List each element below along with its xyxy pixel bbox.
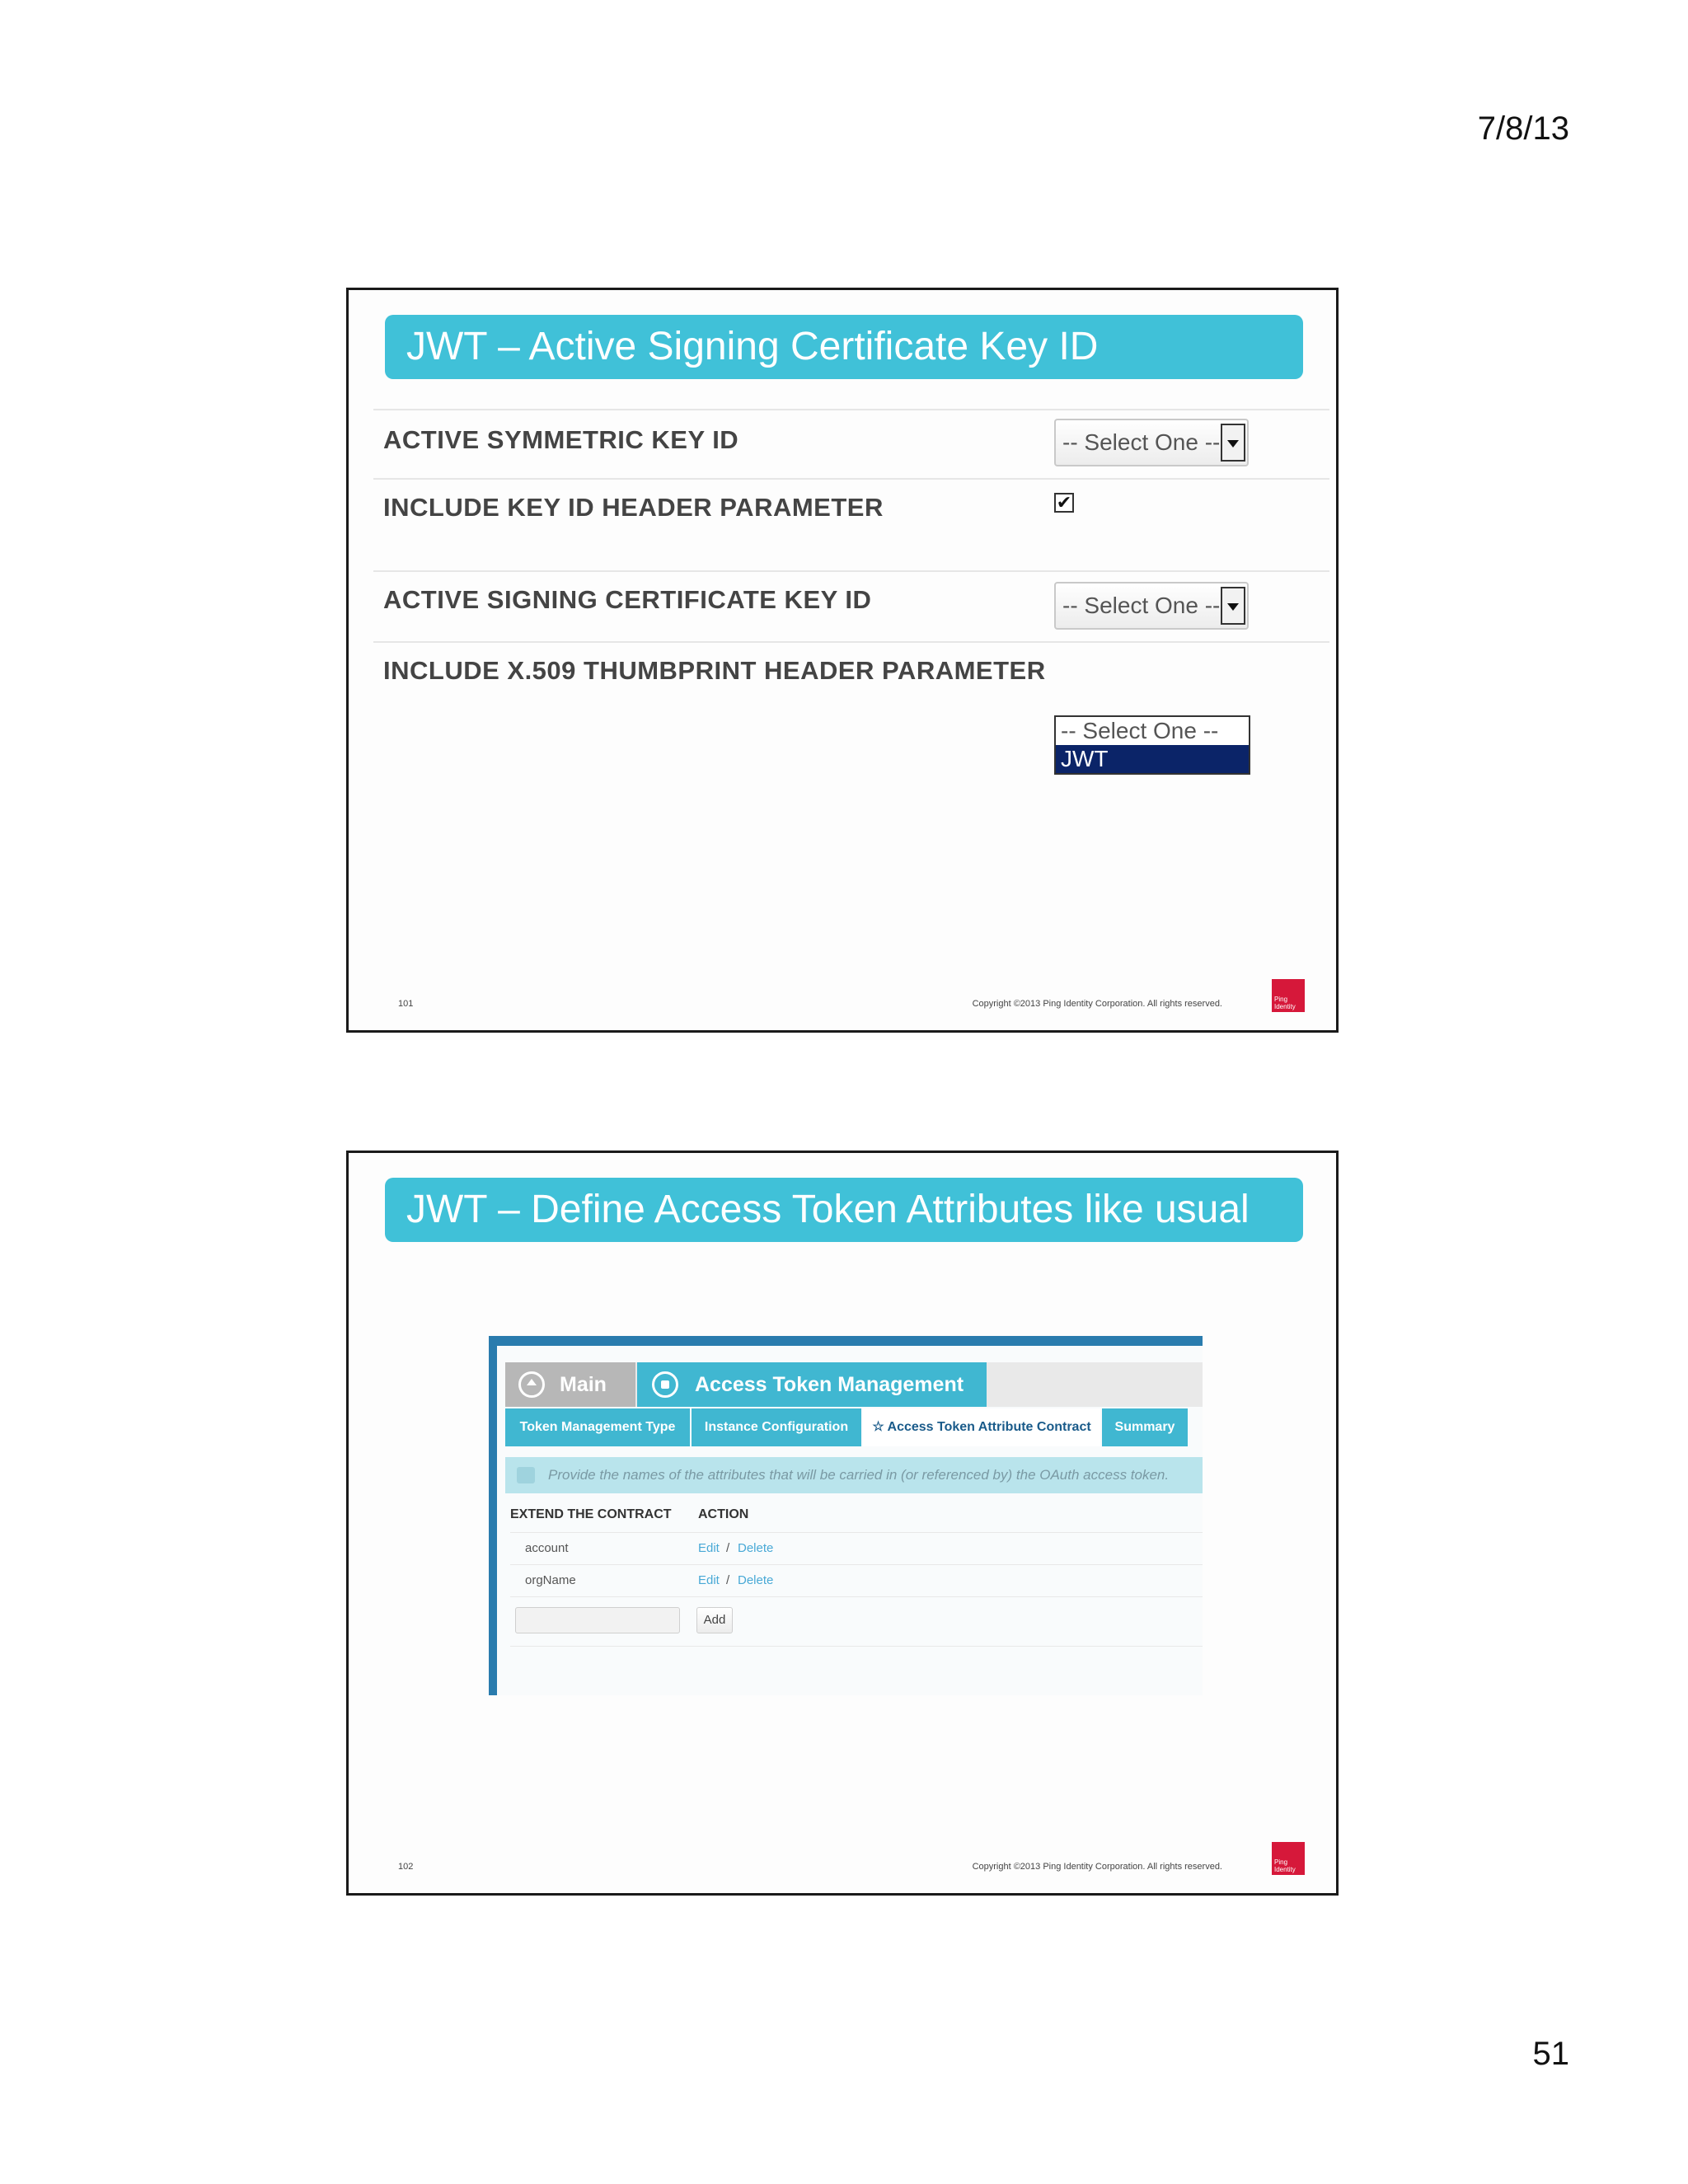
add-button[interactable]: Add	[696, 1607, 733, 1633]
tab-main[interactable]	[505, 1362, 635, 1407]
attribute-name: account	[525, 1541, 569, 1555]
tab-main-label: Main	[560, 1373, 607, 1396]
subtab-summary[interactable]: Summary	[1102, 1408, 1188, 1446]
ping-identity-logo: Ping Identity	[1272, 979, 1305, 1012]
slide-number: 102	[398, 1862, 414, 1872]
admin-console-screenshot	[489, 1336, 1203, 1695]
active-signing-certificate-key-id-select[interactable]	[1054, 582, 1249, 630]
delete-link[interactable]: Delete	[738, 1541, 774, 1555]
slide-102	[346, 1151, 1339, 1896]
edit-link[interactable]: Edit	[698, 1541, 720, 1555]
select-value: -- Select One --	[1062, 593, 1221, 618]
edit-link[interactable]: Edit	[698, 1573, 720, 1587]
select-value: -- Select One --	[1062, 429, 1221, 455]
subtab-access-token-attribute-contract[interactable]: ☆ Access Token Attribute Contract	[863, 1408, 1100, 1446]
slide-number: 101	[398, 999, 414, 1009]
subtab-token-management-type[interactable]: Token Management Type	[505, 1408, 690, 1446]
tab-access-token-management[interactable]	[637, 1362, 987, 1407]
slide-copyright: Copyright ©2013 Ping Identity Corporation. All rights reserved.	[972, 999, 1222, 1009]
subtabs	[505, 1408, 1203, 1446]
separator: /	[726, 1573, 730, 1587]
field-label: ACTIVE SYMMETRIC KEY ID	[383, 425, 739, 454]
attribute-name: orgName	[525, 1573, 576, 1587]
column-header-action: ACTION	[698, 1507, 749, 1521]
dropdown-option[interactable]: -- Select One --	[1061, 718, 1219, 743]
separator: /	[726, 1541, 730, 1555]
field-label: ACTIVE SIGNING CERTIFICATE KEY ID	[383, 585, 872, 614]
active-symmetric-key-id-select[interactable]	[1054, 419, 1249, 466]
top-nav	[505, 1362, 1203, 1407]
field-label: INCLUDE KEY ID HEADER PARAMETER	[383, 493, 884, 522]
info-text: Provide the names of the attributes that will be carried in (or referenced by) the OAuth access token.	[548, 1467, 1170, 1483]
delete-link[interactable]: Delete	[738, 1573, 774, 1587]
info-bar	[505, 1457, 1203, 1493]
slide-title: JWT – Define Access Token Attributes like usual	[385, 1178, 1303, 1242]
section-icon	[652, 1371, 678, 1398]
form-row-include-key-id-header	[373, 478, 1329, 522]
form-row-active-signing-certificate-key-id	[373, 570, 1329, 618]
form-row-include-x509-thumbprint-header	[373, 641, 1329, 685]
column-header-extend-contract: EXTEND THE CONTRACT	[510, 1507, 672, 1521]
form-row-active-symmetric-key-id	[373, 409, 1329, 455]
dropdown-option-selected[interactable]: JWT	[1056, 745, 1249, 773]
page-number: 51	[1532, 2036, 1569, 2072]
slide-title: JWT – Active Signing Certificate Key ID	[385, 315, 1303, 379]
chevron-down-icon	[1221, 424, 1245, 462]
slide-copyright: Copyright ©2013 Ping Identity Corporation. All rights reserved.	[972, 1862, 1222, 1872]
info-icon	[517, 1467, 535, 1483]
subtab-instance-configuration[interactable]: Instance Configuration	[692, 1408, 861, 1446]
home-icon	[518, 1371, 545, 1398]
table-row	[510, 1564, 1203, 1596]
field-label: INCLUDE X.509 THUMBPRINT HEADER PARAMETER	[383, 656, 1046, 685]
page-date: 7/8/13	[1477, 110, 1569, 147]
slide-101	[346, 288, 1339, 1033]
tab-access-token-management-label: Access Token Management	[695, 1373, 964, 1396]
new-attribute-input[interactable]	[515, 1607, 680, 1633]
table-divider	[510, 1596, 1203, 1597]
chevron-down-icon	[1221, 587, 1245, 625]
table-bottom-divider	[510, 1646, 1203, 1647]
ping-identity-logo: Ping Identity	[1272, 1842, 1305, 1875]
certificate-key-id-dropdown-list	[1054, 715, 1250, 775]
include-key-id-header-checkbox[interactable]: ✔	[1054, 493, 1074, 513]
table-row	[510, 1532, 1203, 1564]
